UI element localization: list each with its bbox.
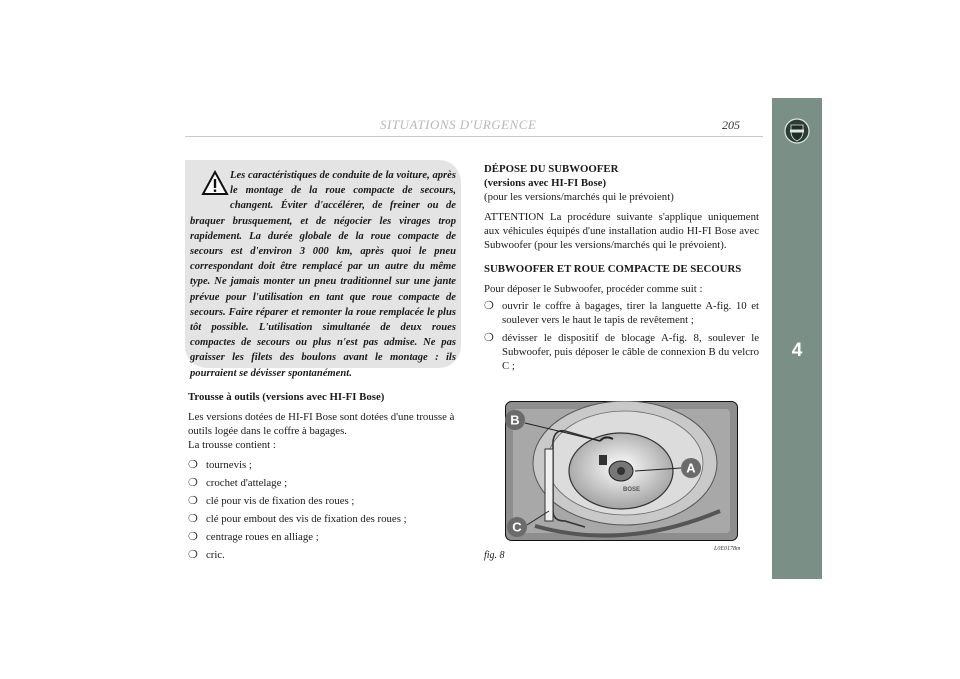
callout-a-label: A	[686, 460, 696, 476]
chapter-side-tab	[772, 98, 822, 579]
bullet-icon: ❍	[484, 332, 494, 344]
toolkit-title: Trousse à outils (versions avec HI-FI Bose)	[188, 391, 385, 403]
list-item: ❍ clé pour vis de fixation des roues ;	[188, 495, 355, 507]
chapter-number: 4	[791, 340, 803, 361]
subwoofer-title: DÉPOSE DU SUBWOOFER	[484, 163, 619, 175]
lancia-shield-icon	[784, 118, 810, 144]
list-item: ❍ centrage roues en alliage ;	[188, 531, 319, 543]
spare-wheel-title: SUBWOOFER ET ROUE COMPACTE DE SECOURS	[484, 263, 742, 275]
warning-text-block	[190, 168, 456, 381]
header-rule	[185, 136, 763, 137]
list-item: ❍ cric.	[188, 549, 225, 561]
subwoofer-title-versions: (versions avec HI-FI Bose)	[484, 177, 607, 189]
bullet-icon: ❍	[188, 531, 198, 543]
figure-code: L0E0178m	[714, 546, 741, 552]
right-column	[484, 162, 759, 377]
list-item: ❍ crochet d'attelage ;	[188, 477, 288, 489]
bullet-icon: ❍	[188, 549, 198, 561]
toolkit-intro: Les versions dotées de HI-FI Bose sont dotées d'une trousse à outils logée dans le coffre à bagages.	[188, 411, 455, 437]
callout-b-label: B	[510, 412, 520, 428]
figure-label: fig. 8	[484, 550, 505, 561]
page-header-title: SITUATIONS D'URGENCE	[380, 117, 537, 132]
subwoofer-figure	[505, 401, 738, 541]
procedure-intro: Pour déposer le Subwoofer, procéder comme suit :	[484, 283, 703, 295]
bullet-icon: ❍	[188, 459, 198, 471]
bullet-icon: ❍	[188, 513, 198, 525]
list-item: ❍ clé pour embout des vis de fixation des roues ;	[188, 513, 407, 525]
procedure-steps	[484, 299, 759, 373]
list-item: ❍ ouvrir le coffre à bagages, tirer la languette A-fig. 10 et soulever vers le haut le tapis de revêtement ;	[484, 300, 759, 326]
bullet-icon: ❍	[188, 495, 198, 507]
list-item: ❍ dévisser le dispositif de blocage A-fig. 8, soulever le Subwoofer, puis déposer le câble de connexion B du velcro C ;	[484, 332, 759, 372]
callout-c-label: C	[512, 519, 522, 535]
bullet-icon: ❍	[484, 300, 494, 312]
bullet-icon: ❍	[188, 477, 198, 489]
left-column	[188, 390, 468, 566]
list-item: ❍ tournevis ;	[188, 459, 252, 471]
toolkit-list	[188, 458, 468, 562]
page-number: 205	[722, 118, 740, 132]
figure-brand-text: BOSE	[623, 487, 641, 493]
attention-paragraph: ATTENTION La procédure suivante s'applique uniquement aux véhicules équipés d'une installation audio HI-FI Bose avec Subwoofer (pour les versions/marchés qui le prévoient).	[484, 211, 759, 251]
subwoofer-subtitle: (pour les versions/marchés qui le prévoient)	[484, 191, 674, 203]
toolkit-list-intro: La trousse contient :	[188, 439, 276, 451]
warning-text: Les caractéristiques de conduite de la voiture, après le montage de la roue compacte de secours, changent. Éviter d'accélérer, de freiner ou de braquer brusquement, et de négocier les virages trop rapidement. La durée globale de la roue compacte de secours est d'environ 3 000 km, après quoi le pneu correspondant doit être remplacé par un autre du même type. Ne jamais monter un pneu traditionnel sur une jante prévue pour l'utilisation en tant que roue compacte de secours. Faire réparer et remonter la roue remplacée le plus tôt possible. L'utilisation simultanée de deux roues compactes de secours ou plus n'est pas admise. Ne pas graisser les filets des boulons avant le montage : ils pourraient se dévisser spontanément.	[190, 170, 456, 379]
